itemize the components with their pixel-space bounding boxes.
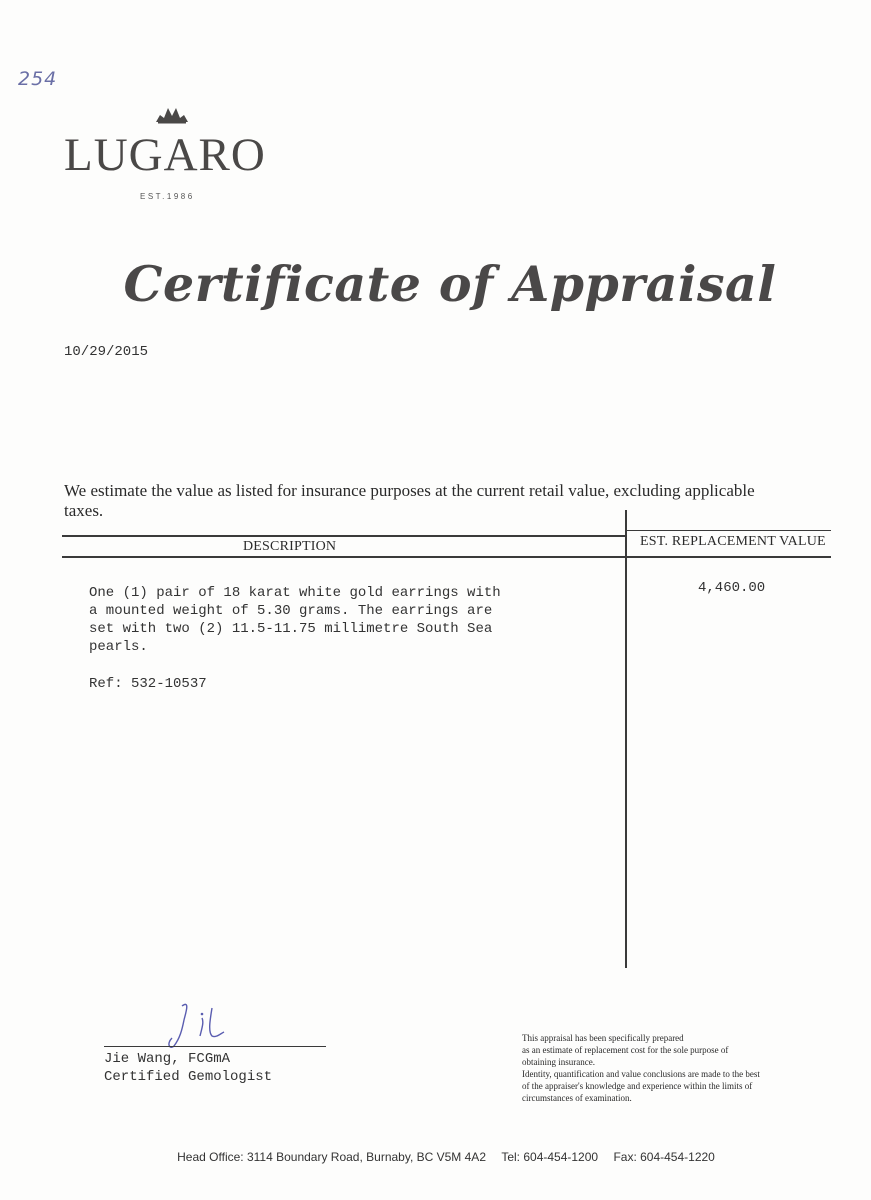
description-line: pearls.: [89, 639, 148, 655]
disclaimer-line: of the appraiser's knowledge and experience within the limits of: [522, 1081, 753, 1091]
table-top-rule: [62, 535, 626, 537]
footer-contact: [0, 1150, 871, 1164]
crown-icon: [154, 100, 190, 124]
signer-block: [104, 1050, 272, 1086]
value-header-rule: [626, 530, 831, 531]
company-logo-text: LUGARO: [64, 129, 266, 181]
signer-title: Certified Gemologist: [104, 1069, 273, 1085]
certificate-title: Certificate of Appraisal: [123, 255, 777, 313]
disclaimer-line: Identity, quantification and value conclusions are made to the best: [522, 1069, 760, 1079]
disclaimer-line: as an estimate of replacement cost for the sole purpose of: [522, 1045, 729, 1055]
footer-phone: Tel: 604-454-1200: [501, 1150, 599, 1164]
disclaimer-line: circumstances of examination.: [522, 1093, 632, 1103]
item-reference: Ref: 532-10537: [89, 676, 207, 692]
appraisal-date: 10/29/2015: [64, 344, 149, 360]
company-established: EST.1986: [140, 192, 195, 201]
intro-statement: We estimate the value as listed for insurance purposes at the current retail value, excluding applicable taxes.: [64, 481, 755, 520]
disclaimer-line: This appraisal has been specifically prepared: [522, 1033, 684, 1043]
description-line: set with two (2) 11.5-11.75 millimetre South Sea: [89, 621, 493, 637]
description-line: a mounted weight of 5.30 grams. The earrings are: [89, 603, 493, 619]
handwritten-note: 254: [18, 68, 58, 90]
signature-line: [104, 1046, 326, 1047]
footer-address: Head Office: 3114 Boundary Road, Burnaby, BC V5M 4A2: [177, 1150, 486, 1164]
appraisal-disclaimer: [522, 1032, 822, 1104]
signer-name: Jie Wang, FCGmA: [104, 1051, 231, 1067]
replacement-value: 4,460.00: [698, 580, 766, 596]
description-column-header: DESCRIPTION: [243, 539, 337, 554]
description-line: One (1) pair of 18 karat white gold earrings with: [89, 585, 501, 601]
disclaimer-line: obtaining insurance.: [522, 1057, 595, 1067]
footer-fax: Fax: 604-454-1220: [613, 1150, 715, 1164]
item-description: [89, 584, 589, 656]
value-column-header: EST. REPLACEMENT VALUE: [640, 534, 826, 549]
table-header-rule: [62, 556, 831, 558]
column-divider: [625, 510, 627, 968]
